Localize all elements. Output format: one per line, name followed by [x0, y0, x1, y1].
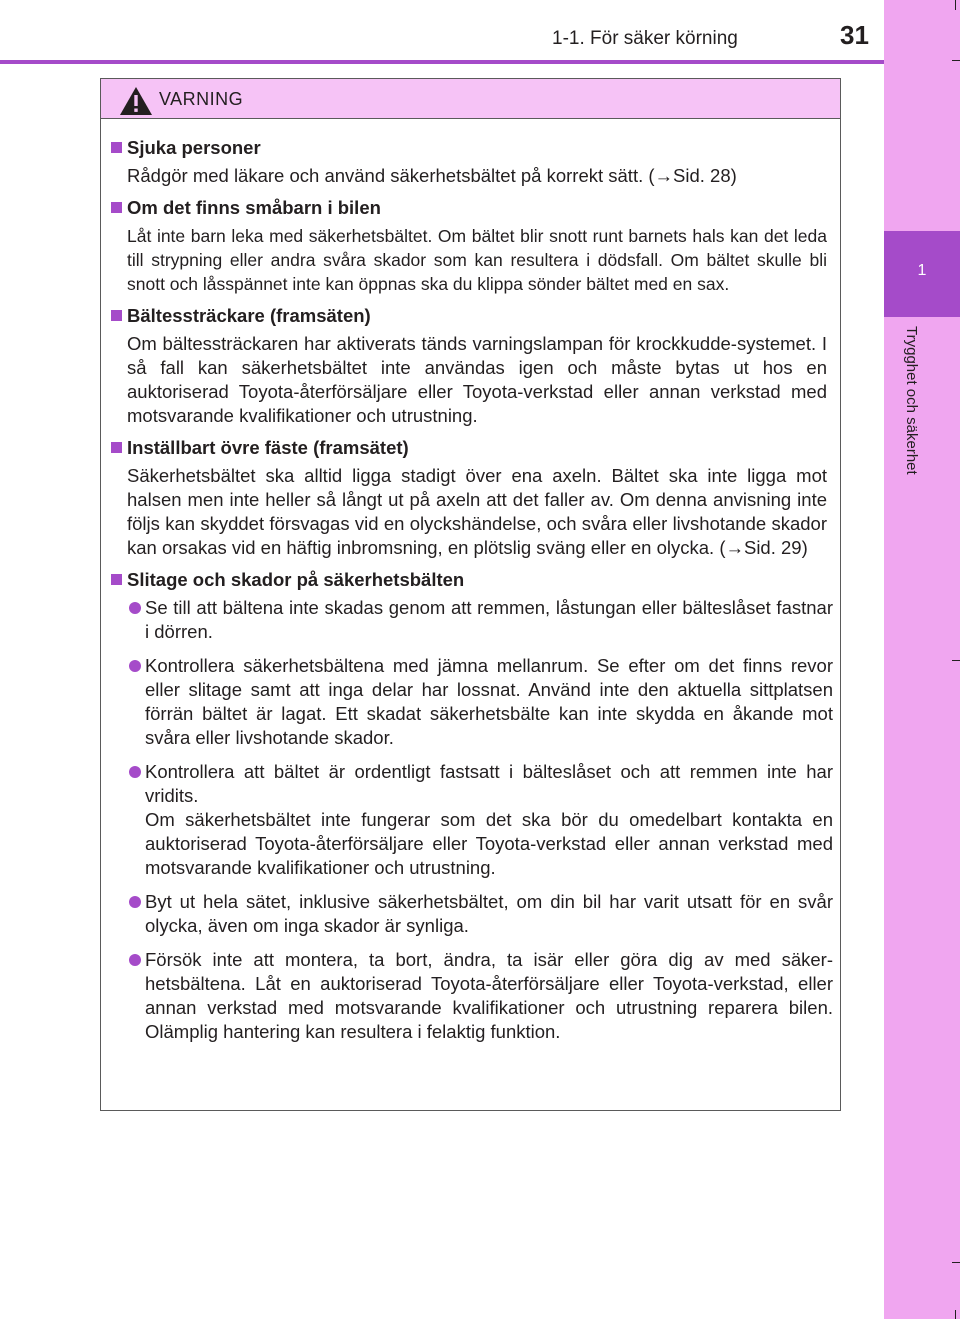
warning-triangle-icon [119, 86, 153, 116]
bullet-item: Kontrollera säkerhetsbältena med jämna mellanrum. Se efter om det finns revor eller slitage samt att inga delar har lossnat. Använd inte den aktuella sittplatsen förrän bältet är lagat. Ett skadat säkerhetsbälte kan inte skydda en åkande mot svåra eller livshotande skador. [109, 654, 833, 750]
section-heading: Om det finns småbarn i bilen [109, 196, 833, 220]
bullet-item: Se till att bältena inte skadas genom att remmen, låstungan eller bälteslåset fastnar i dörren. [109, 596, 833, 644]
section-text: Rådgör med läkare och använd säkerhetsbältet på korrekt sätt. (→Sid. 28) [127, 165, 737, 186]
section-heading: Inställbart övre fäste (framsätet) [109, 436, 833, 460]
warning-content [109, 136, 833, 1054]
section-heading: Sjuka personer [109, 136, 833, 160]
bullet-item: Försök inte att montera, ta bort, ändra, ta isär eller göra dig av med säker-hetsbältena. Låt en auktoriserad Toyota-återförsäljare eller Toyota-verkstad, eller annan verkstad med motsvarande kvalifikationer och utrustning reparera bilen. Olämplig hantering kan resultera i felaktig funktion. [109, 948, 833, 1044]
warning-header [101, 79, 840, 119]
warning-box [100, 78, 841, 1111]
section-heading: Bältessträckare (framsäten) [109, 304, 833, 328]
page-number: 31 [840, 20, 869, 50]
crop-mark [952, 1262, 960, 1263]
section-text: Säkerhetsbältet ska alltid ligga stadigt över ena axeln. Bältet ska inte ligga mot halsen men inte heller så långt ut på axeln att det faller av. Om denna anvisning inte följs kan skyddet försvagas vid en olyckshändelse, och svåra eller livshotande skador kan orsakas vid en häftig inbromsning, en plötslig sväng eller en olycka. (→Sid. 29) [127, 465, 827, 558]
section-text: Om bältessträckaren har aktiverats tänds varningslampan för krockkudde-systemet. I så fall kan säkerhetsbältet inte användas igen och måste bytas ut hos en auktoriserad Toyota-återförsäljare eller Toyota-verkstad eller annan verkstad med motsvarande kvalifikationer och utrustning. [127, 333, 827, 426]
section-text: Låt inte barn leka med säkerhetsbältet. Om bältet blir snott runt barnets hals kan det leda till strypning eller andra svåra skador som kan resultera i dödsfall. Om bältet skulle bli snott och låsspännet inte kan öppnas ska du klippa sönder bältet med en sax. [127, 226, 827, 294]
section-title: 1-1. För säker körning [552, 28, 738, 49]
chapter-number: 1 [917, 262, 927, 279]
chapter-tab [884, 0, 960, 1319]
bullet-item: Byt ut hela sätet, inklusive säkerhetsbältet, om din bil har varit utsatt för en svår olycka, även om inga skador är synliga. [109, 890, 833, 938]
chapter-title: Trygghet och säkerhet [903, 326, 920, 475]
bullet-continuation: Om säkerhetsbältet inte fungerar som det ska bör du omedelbart kontakta en auktoriserad Toyota-återförsäljare eller Toyota-verkstad eller annan verkstad med motsvarande kvalifikationer och utrustning. [145, 809, 833, 878]
crop-mark [955, 0, 956, 10]
header-rule [0, 60, 884, 64]
crop-mark [955, 1310, 956, 1319]
crop-mark [952, 60, 960, 61]
section-heading: Slitage och skador på säkerhetsbälten [109, 568, 833, 592]
warning-label: VARNING [159, 89, 244, 109]
bullet-item: Kontrollera att bältet är ordentligt fastsatt i bälteslåset och att remmen inte har vridits. [109, 760, 833, 808]
crop-mark [952, 660, 960, 661]
